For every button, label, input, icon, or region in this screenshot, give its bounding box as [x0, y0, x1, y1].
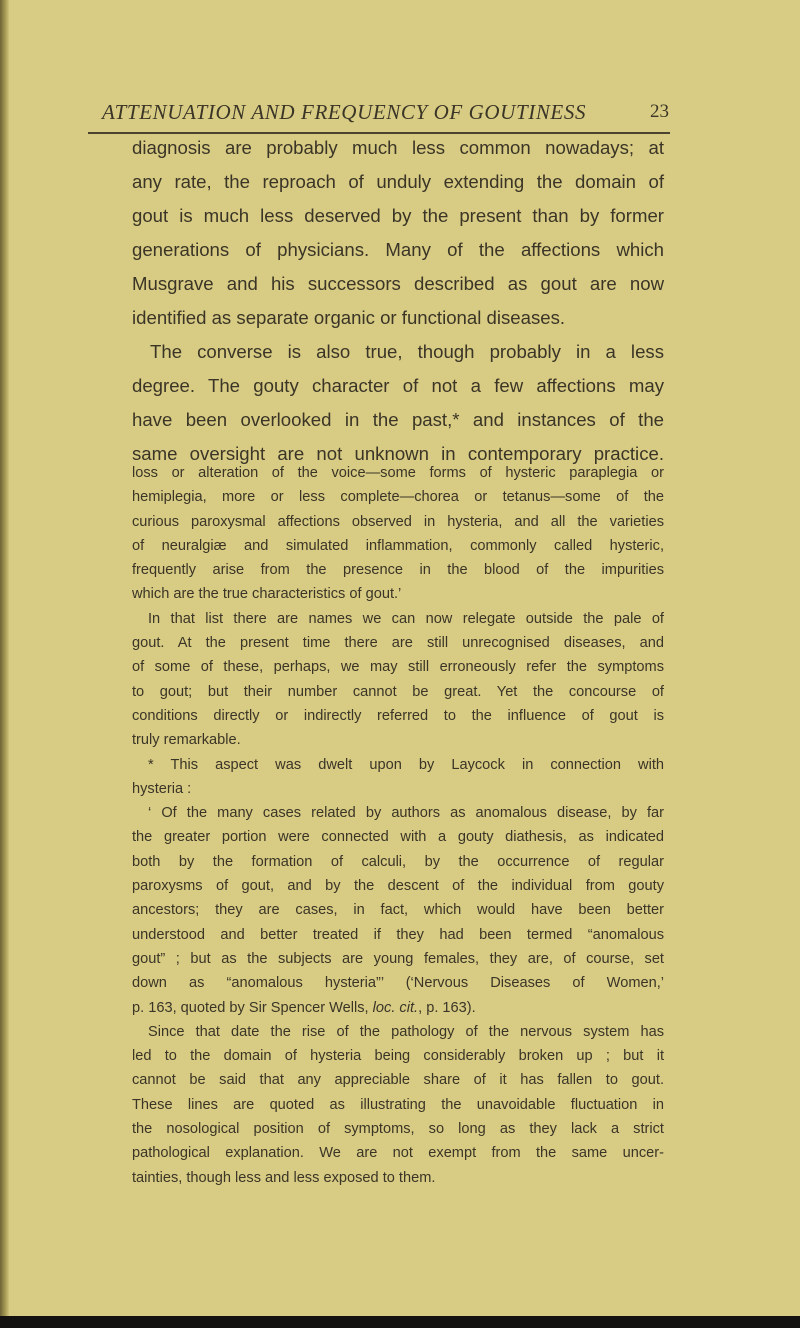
footnote-line-text: of some of these, perhaps, we may still erroneously refer the symptoms — [132, 659, 664, 676]
footnote-line — [132, 485, 664, 509]
main-text — [132, 131, 664, 471]
footnote-line-text: pathological explanation. We are not exempt from the same uncer- — [132, 1145, 664, 1162]
footnote-line — [132, 607, 664, 631]
footnote-line — [132, 631, 664, 655]
footnote-text — [132, 461, 664, 1190]
body-line — [132, 131, 664, 165]
footnote-line — [132, 923, 664, 947]
footnote-line-text: conditions directly or indirectly referred to the influence of gout is — [132, 707, 664, 724]
footnote-line-text: frequently arise from the presence in the blood of the impurities — [132, 562, 664, 579]
footnote-line — [132, 510, 664, 534]
footnote-line-text: understood and better treated if they had been termed “anomalous — [132, 926, 664, 943]
body-line-text: generations of physicians. Many of the affections which — [132, 239, 664, 260]
body-line-text: any rate, the reproach of unduly extending the domain of — [132, 171, 664, 192]
footnote-line-text: p. 163, quoted by Sir Spencer Wells, — [132, 999, 373, 1016]
footnote-line-text: hemiplegia, more or less complete—chorea or tetanus—some of the — [132, 489, 664, 506]
footnote-line-text: down as “anomalous hysteria”’ (‘Nervous Diseases of Women,’ — [132, 975, 664, 992]
body-line — [132, 199, 664, 233]
body-line-text: identified as separate organic or functional diseases. — [132, 307, 566, 328]
footnote-line-text: cannot be said that any appreciable share of it has fallen to gout. — [132, 1072, 664, 1089]
body-line — [132, 369, 664, 403]
footnote-line — [132, 1020, 664, 1044]
footnote-line-text: both by the formation of calculi, by the occurrence of regular — [132, 853, 664, 870]
footnote-line-text: ancestors; they are cases, in fact, which would have been better — [132, 902, 664, 919]
footnote-line — [132, 728, 664, 752]
running-header: ATTENUATION AND FREQUENCY OF GOUTINESS — [102, 100, 587, 124]
body-line — [132, 233, 664, 267]
footnote-line — [132, 655, 664, 679]
footnote-line-text: gout. At the present time there are still unrecognised diseases, and — [132, 635, 664, 652]
footnote-line — [132, 777, 664, 801]
footnote-line — [132, 582, 664, 606]
footnote-line-text: led to the domain of hysteria being considerably broken up ; but it — [132, 1048, 664, 1065]
footnote-line-text: gout” ; but as the subjects are young females, they are, of course, set — [132, 950, 664, 967]
footnote-line — [132, 704, 664, 728]
body-line-text: diagnosis are probably much less common nowadays; at — [132, 137, 664, 158]
footnote-line-text: of neuralgiæ and simulated inflammation, commonly called hysteric, — [132, 537, 664, 554]
footnote-line — [132, 753, 664, 777]
footnote-line — [132, 1093, 664, 1117]
footnote-line — [132, 947, 664, 971]
footnote-line — [132, 1166, 664, 1190]
footnote-line-text: the nosological position of symptoms, so long as they lack a strict — [132, 1121, 664, 1138]
body-line — [132, 267, 664, 301]
footnote-line-text: These lines are quoted as illustrating the unavoidable fluctuation in — [132, 1096, 664, 1113]
footnote-line — [132, 996, 664, 1020]
footnote-line — [132, 898, 664, 922]
footnote-line-text: curious paroxysmal affections observed in hysteria, and all the varieties — [132, 513, 664, 530]
footnote-line-text: to gout; but their number cannot be great. Yet the concourse of — [132, 683, 664, 700]
footnote-line — [132, 461, 664, 485]
footnote-line-text: the greater portion were connected with a gouty diathesis, as indicated — [132, 829, 664, 846]
body-line — [132, 403, 664, 437]
scan-bottom-border — [0, 1316, 800, 1328]
footnote-line-text: truly remarkable. — [132, 732, 241, 749]
footnote-line — [132, 850, 664, 874]
footnote-line-text: In that list there are names we can now relegate outside the pale of — [148, 610, 664, 627]
body-line-text: Musgrave and his successors described as gout are now — [132, 273, 664, 294]
body-line-text: The converse is also true, though probably in a less — [150, 341, 664, 362]
footnote-line-text: which are the true characteristics of gout.’ — [132, 586, 402, 603]
italic-citation: loc. cit. — [372, 999, 419, 1016]
footnote-line — [132, 1117, 664, 1141]
footnote-line — [132, 874, 664, 898]
footnote-line-text: ‘ Of the many cases related by authors as anomalous disease, by far — [148, 805, 664, 822]
footnote-line-text: hysteria : — [132, 780, 192, 797]
footnote-line-text: tainties, though less and less exposed to them. — [132, 1169, 436, 1186]
footnote-line — [132, 825, 664, 849]
footnote-line — [132, 1068, 664, 1092]
footnote-line-text: loss or alteration of the voice—some forms of hysteric paraplegia or — [132, 465, 664, 481]
book-spine-edge — [0, 0, 9, 1328]
body-line-text: same oversight are not unknown in contemporary practice. — [132, 443, 664, 464]
footnote-line-text: paroxysms of gout, and by the descent of the individual from gouty — [132, 878, 664, 895]
body-line-text: have been overlooked in the past,* and instances of the — [132, 409, 664, 430]
footnote-line — [132, 558, 664, 582]
body-line — [132, 165, 664, 199]
footnote-line — [132, 680, 664, 704]
footnote-line — [132, 1044, 664, 1068]
footnote-line — [132, 534, 664, 558]
body-line-text: degree. The gouty character of not a few affections may — [132, 375, 664, 396]
footnote-line — [132, 1141, 664, 1165]
footnote-line-text: * This aspect was dwelt upon by Laycock in connection with — [148, 756, 664, 773]
footnote-line — [132, 971, 664, 995]
footnote-line-text: , p. 163). — [418, 999, 476, 1016]
footnote-line — [132, 801, 664, 825]
body-line — [132, 335, 664, 369]
body-line-text: gout is much less deserved by the present than by former — [132, 205, 664, 226]
body-line — [132, 301, 664, 335]
footnote-line-text: Since that date the rise of the pathology of the nervous system has — [148, 1023, 664, 1040]
page-number: 23 — [650, 101, 669, 122]
